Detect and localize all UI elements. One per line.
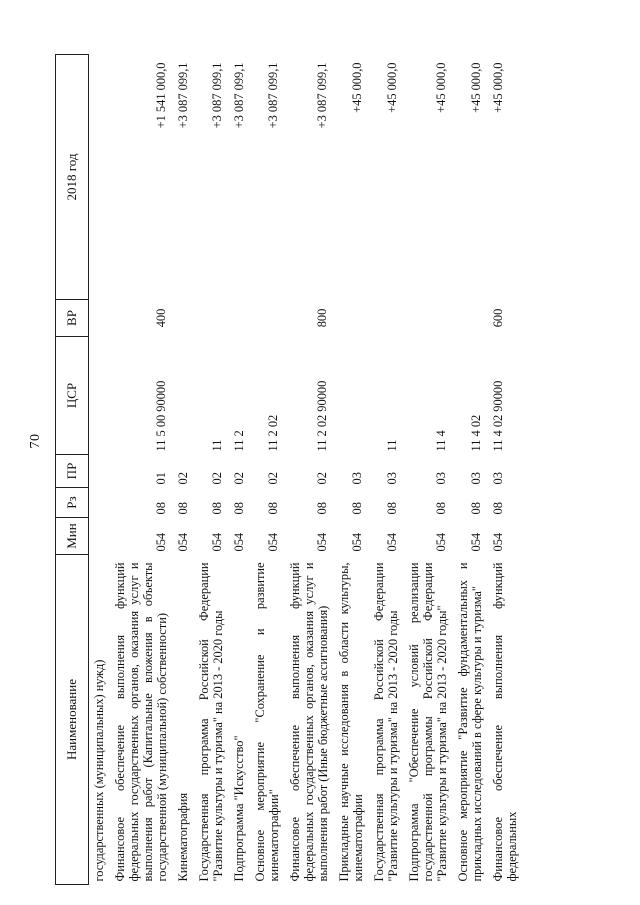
row-vr: [334, 300, 369, 337]
row-min: 054: [154, 532, 168, 552]
row-min: [89, 518, 111, 555]
row-min: 054: [232, 532, 246, 552]
row-rz: 08: [210, 502, 224, 515]
row-rz: [89, 488, 111, 518]
row-vr: [194, 300, 229, 337]
table-row: [285, 55, 334, 885]
row-name: Подпрограмма "Искусство": [232, 735, 246, 882]
row-amount: +45 000,0: [385, 62, 399, 113]
row-name: Основное мероприятие "Развитие фундаментальных и прикладных исследований в сфере культуры и туризма": [456, 562, 484, 882]
row-amount: +3 087 099,1: [232, 62, 246, 129]
col-header-name: Наименование: [56, 555, 89, 885]
row-csr: [334, 337, 369, 455]
row-vr: [250, 300, 285, 337]
row-csr: 11 5 00 90000: [154, 380, 168, 452]
row-rz: 08: [434, 502, 448, 515]
row-csr: 11: [385, 439, 399, 452]
row-csr: 11 2 02: [266, 414, 280, 452]
row-pr: 02: [210, 472, 224, 485]
row-amount: +45 000,0: [434, 62, 448, 113]
row-name: Подпрограмма "Обеспечение условий реализации государственной программы Российской Федерации "Развитие культуры и туризма" на 2013 - 2020 годы": [407, 562, 449, 882]
row-amount: [89, 55, 111, 300]
col-header-pr: ПР: [56, 455, 89, 488]
row-rz: 08: [350, 502, 364, 515]
row-rz: 08: [315, 502, 329, 515]
table-row: [250, 55, 285, 885]
row-amount: +1 541 000,0: [154, 62, 168, 129]
row-pr: 03: [469, 472, 483, 485]
table-row: [110, 55, 173, 885]
row-min: 054: [350, 532, 364, 552]
row-amount: +3 087 099,1: [176, 62, 190, 129]
table-row: [404, 55, 453, 885]
table-row: [229, 55, 250, 885]
row-amount: +45 000,0: [350, 62, 364, 113]
row-min: 054: [491, 532, 505, 552]
row-min: 054: [469, 532, 483, 552]
table-row: [173, 55, 194, 885]
page-number: 70: [28, 433, 43, 449]
row-vr: [404, 300, 453, 337]
row-rz: 08: [469, 502, 483, 515]
header-row: [56, 55, 89, 885]
row-csr: 11: [210, 439, 224, 452]
row-name: Финансовое обеспечение выполнения функций федеральных государственных органов, оказания услуг и выполнения работ (Капитальные вложения в объекты государственной (муниципальной) собственности): [113, 562, 169, 882]
table-row: [194, 55, 229, 885]
row-rz: 08: [491, 502, 505, 515]
row-min: 054: [266, 532, 280, 552]
row-vr: [173, 300, 194, 337]
row-vr: [89, 300, 111, 337]
budget-table: [55, 54, 523, 885]
row-pr: [89, 455, 111, 488]
row-csr: [173, 337, 194, 455]
row-amount: +45 000,0: [469, 62, 483, 113]
row-csr: 11 4: [434, 430, 448, 452]
row-csr: 11 2: [232, 430, 246, 452]
row-pr: 01: [154, 472, 168, 485]
row-min: 054: [315, 532, 329, 552]
row-vr: 800: [315, 308, 329, 328]
row-name: Финансовое обеспечение выполнения функций федеральных государственных органов, оказания услуг и выполнения работ (Иные бюджетные ассигнования): [288, 562, 330, 882]
row-min: 054: [176, 532, 190, 552]
table-row: [453, 55, 488, 885]
row-pr: 03: [491, 472, 505, 485]
row-name: государственных (муниципальных) нужд): [92, 659, 106, 882]
row-name: Кинематография: [176, 792, 190, 882]
row-csr: 11 4 02 90000: [491, 380, 505, 452]
row-pr: 02: [232, 472, 246, 485]
row-csr: 11 2 02 90000: [315, 380, 329, 452]
col-header-vr: ВР: [56, 300, 89, 337]
row-amount: +45 000,0: [491, 62, 505, 113]
row-amount: +3 087 099,1: [315, 62, 329, 129]
row-pr: 02: [266, 472, 280, 485]
table-row: [334, 55, 369, 885]
row-rz: 08: [232, 502, 246, 515]
row-csr: 11 4 02: [469, 414, 483, 452]
col-header-rz: Рз: [56, 488, 89, 518]
row-name: Государственная программа Российской Федерации "Развитие культуры и туризма" на 2013 - 2020 годы: [372, 562, 400, 882]
row-min: 054: [434, 532, 448, 552]
row-pr: 03: [434, 472, 448, 485]
table-row: [488, 55, 523, 885]
row-min: 054: [210, 532, 224, 552]
row-amount: +3 087 099,1: [266, 62, 280, 129]
row-rz: 08: [266, 502, 280, 515]
row-pr: 03: [385, 472, 399, 485]
row-vr: [369, 300, 404, 337]
table-row: [369, 55, 404, 885]
row-rz: 08: [176, 502, 190, 515]
budget-table-rotated: [55, 55, 610, 885]
col-header-csr: ЦСР: [56, 337, 89, 455]
table-row: [89, 55, 111, 885]
row-rz: 08: [385, 502, 399, 515]
row-rz: 08: [154, 502, 168, 515]
col-header-min: Мин: [56, 518, 89, 555]
row-name: Основное мероприятие "Сохранение и развитие кинематографии": [253, 562, 281, 882]
row-pr: 03: [350, 472, 364, 485]
row-name: Финансовое обеспечение выполнения функций федеральных: [491, 562, 519, 882]
row-vr: [453, 300, 488, 337]
row-vr: [229, 300, 250, 337]
row-pr: 02: [315, 472, 329, 485]
col-header-year: 2018 год: [56, 55, 89, 300]
row-vr: 600: [491, 308, 505, 328]
row-vr: 400: [154, 308, 168, 328]
row-amount: +3 087 099,1: [210, 62, 224, 129]
row-min: 054: [385, 532, 399, 552]
row-pr: 02: [176, 472, 190, 485]
row-name: Прикладные научные исследования в области культуры, кинематографии: [337, 562, 365, 882]
row-csr: [89, 337, 111, 455]
row-name: Государственная программа Российской Федерации "Развитие культуры и туризма" на 2013 - 2020 годы: [197, 562, 225, 882]
